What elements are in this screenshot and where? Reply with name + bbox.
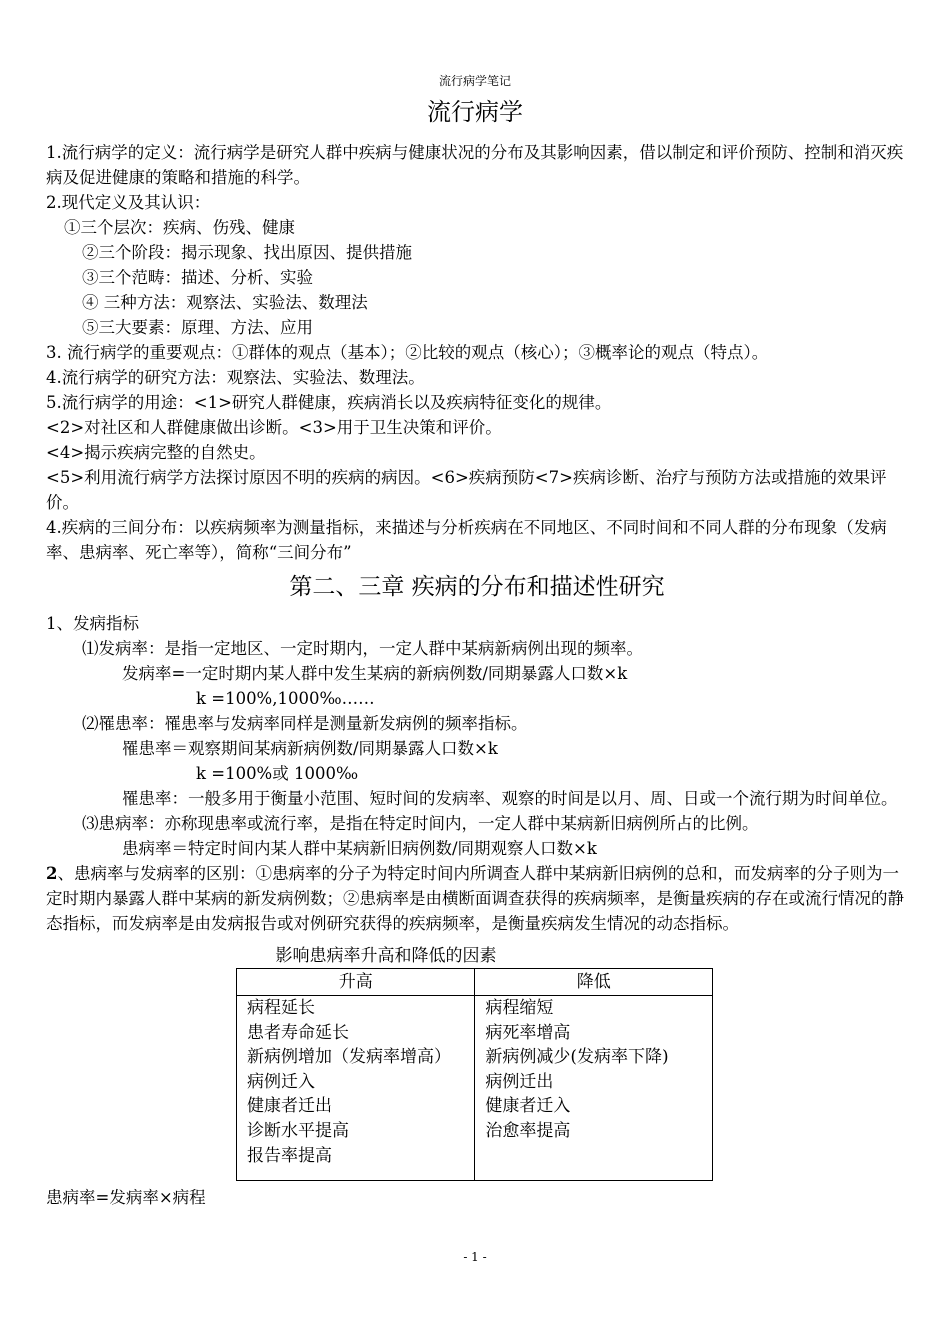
- list-item: 患者寿命延长: [247, 1022, 349, 1043]
- table-caption: 影响患病率升高和降低的因素: [275, 946, 497, 966]
- document-body: [46, 140, 908, 1210]
- formula-line: k =100%,1000‰……: [196, 689, 375, 708]
- factors-table: [236, 968, 713, 1181]
- header-decrease: 降低: [475, 969, 713, 996]
- formula-line: 发病率=一定时期内某人群中发生某病的新病例数/同期暴露人口数×k: [122, 664, 628, 683]
- list-item: 诊断水平提高: [247, 1120, 349, 1141]
- list-item: 病死率增高: [485, 1022, 571, 1043]
- formula-line: 患病率＝特定时间内某人群中某病新旧病例数/同期观察人口数×k: [122, 839, 597, 858]
- paragraph: ②三个阶段：揭示现象、找出原因、提供措施: [82, 243, 412, 262]
- list-item: 病例迁出: [485, 1071, 554, 1092]
- paragraph: 4.流行病学的研究方法：观察法、实验法、数理法。: [46, 368, 425, 387]
- list-item: 健康者迁入: [485, 1096, 571, 1117]
- increase-factors-cell: [237, 996, 475, 1181]
- formula-line: 罹患率＝观察期间某病新病例数/同期暴露人口数×k: [122, 739, 498, 758]
- formula-line: k =100%或 1000‰: [196, 764, 359, 783]
- paragraph: ⑴发病率：是指一定地区、一定时期内，一定人群中某病新病例出现的频率。: [82, 639, 643, 658]
- list-item: 治愈率提高: [485, 1120, 571, 1141]
- section-3: [46, 861, 908, 936]
- list-item: 新病例增加（发病率增高）: [247, 1047, 451, 1068]
- section-2: [46, 611, 908, 861]
- paragraph-text: 、患病率与发病率的区别：①患病率的分子为特定时间内所调查人群中某病新旧病例的总和，而发病率的分子则为一定时期内暴露人群中某病的新发病例数；②患病率是由横断面调查获得的疾病频率，是衡量疾病的存在或流行情况的静态指标，而发病率是由发病报告或对例研究获得的疾病频率，是衡量疾病发生情况的动态指标。: [46, 864, 904, 933]
- paragraph: ①三个层次：疾病、伤残、健康: [64, 218, 295, 237]
- list-item: 报告率提高: [247, 1145, 332, 1166]
- paragraph: 罹患率：一般多用于衡量小范围、短时间的发病率、观察的时间是以月、周、日或一个流行期为时间单位。: [122, 789, 898, 808]
- paragraph: ⑵罹患率：罹患率与发病率同样是测量新发病例的频率指标。: [82, 714, 528, 733]
- paragraph: ⑤三大要素：原理、方法、应用: [82, 318, 313, 337]
- paragraph: 2.现代定义及其认识：: [46, 193, 211, 212]
- formula-line: 患病率=发病率×病程: [46, 1188, 206, 1208]
- paragraph: 1、发病指标: [46, 614, 139, 633]
- paragraph: 4.疾病的三间分布：以疾病频率为测量指标，来描述与分析疾病在不同地区、不同时间和不同人群的分布现象（发病率、患病率、死亡率等），简称“三间分布”: [46, 518, 887, 562]
- list-item: 健康者迁出: [247, 1096, 332, 1117]
- list-item: 病程延长: [247, 998, 315, 1018]
- list-item: 病例迁入: [247, 1071, 315, 1092]
- decrease-factors-cell: [475, 996, 713, 1181]
- page-number: - 1 -: [463, 1250, 487, 1264]
- paragraph: ⑶患病率：亦称现患率或流行率，是指在特定时间内，一定人群中某病新旧病例所占的比例。: [82, 814, 759, 833]
- chapter-title: 第二、三章 疾病的分布和描述性研究: [289, 574, 665, 600]
- paragraph: ③三个范畴：描述、分析、实验: [82, 268, 313, 287]
- paragraph: 5.流行病学的用途：<1>研究人群健康，疾病消长以及疾病特征变化的规律。: [46, 393, 612, 412]
- section-number: 2: [46, 864, 58, 883]
- list-item: 新病例减少(发病率下降): [485, 1047, 669, 1068]
- paragraph: <4>揭示疾病完整的自然史。: [46, 443, 266, 462]
- paragraph: 3. 流行病学的重要观点：①群体的观点（基本）；②比较的观点（核心）；③概率论的观点（特点）。: [46, 343, 769, 362]
- list-item: 病程缩短: [485, 998, 554, 1018]
- section-1: [46, 140, 908, 565]
- paragraph: ④ 三种方法：观察法、实验法、数理法: [82, 293, 368, 312]
- table-header-row: [237, 969, 713, 996]
- page-title: 流行病学: [427, 98, 523, 126]
- table-row: [237, 996, 713, 1181]
- paragraph: <2>对社区和人群健康做出诊断。<3>用于卫生决策和评价。: [46, 418, 502, 437]
- running-header: 流行病学笔记: [438, 74, 511, 88]
- paragraph: 1.流行病学的定义：流行病学是研究人群中疾病与健康状况的分布及其影响因素，借以制定和评价预防、控制和消灭疾病及促进健康的策略和措施的科学。: [46, 143, 904, 187]
- header-increase: 升高: [237, 969, 475, 996]
- paragraph: <5>利用流行病学方法探讨原因不明的疾病的病因。<6>疾病预防<7>疾病诊断、治疗与预防方法或措施的效果评价。: [46, 468, 887, 512]
